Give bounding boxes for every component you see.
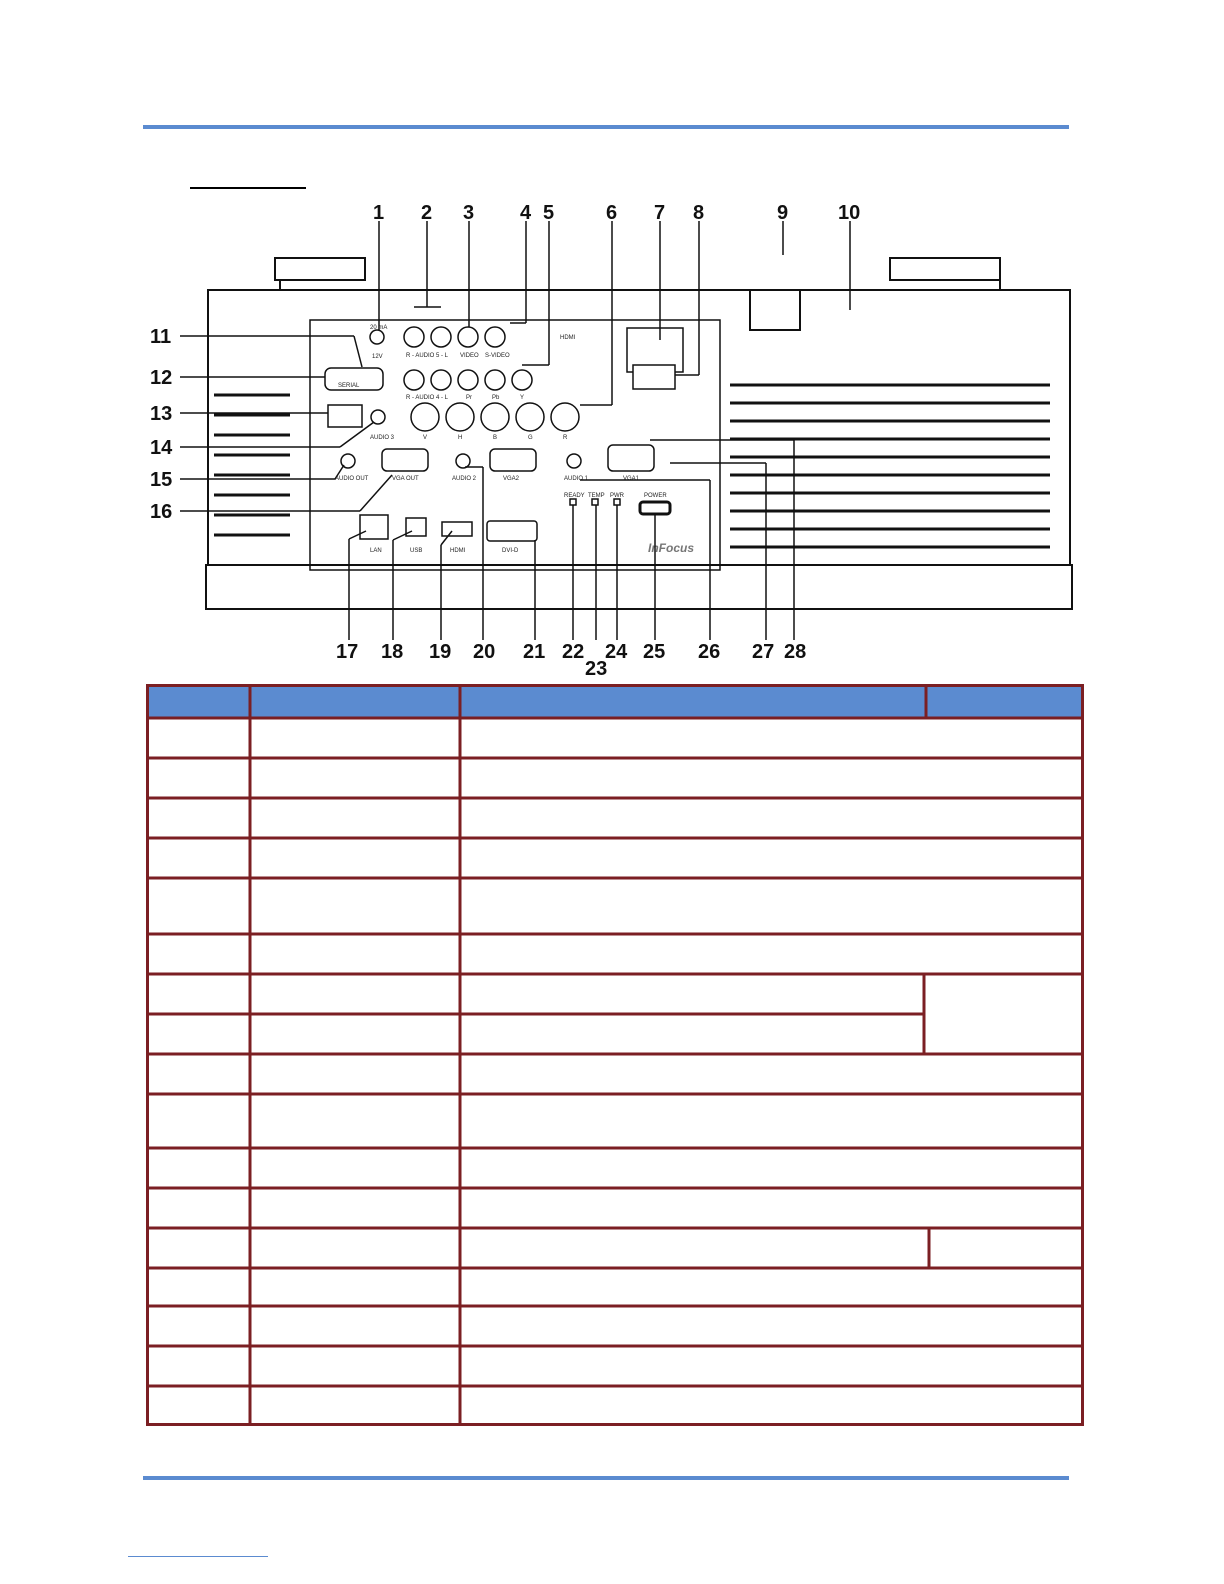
label-hdmi-logo: HDMI	[560, 335, 576, 341]
projector-body	[206, 258, 1072, 609]
callout-23: 23	[585, 658, 608, 680]
callout-12: 12	[150, 367, 173, 389]
callout-26: 26	[698, 641, 721, 663]
label-usb: USB	[410, 548, 423, 554]
label-b: B	[493, 435, 498, 441]
callout-3: 3	[463, 202, 475, 224]
label-vga-out: VGA OUT	[392, 476, 419, 482]
callout-14: 14	[150, 437, 173, 459]
callout-22: 22	[562, 641, 585, 663]
callout-13: 13	[150, 403, 173, 425]
table-grid	[146, 684, 1084, 1426]
section-heading-underline	[190, 187, 306, 189]
callout-4: 4	[520, 202, 532, 224]
callout-1: 1	[373, 202, 385, 224]
callout-28: 28	[784, 641, 807, 663]
callout-27: 27	[752, 641, 775, 663]
callout-6: 6	[606, 202, 618, 224]
label-power: POWER	[644, 493, 667, 499]
label-vga2: VGA2	[503, 476, 520, 482]
label-audio-out: AUDIO OUT	[335, 476, 369, 482]
label-pwr: PWR	[610, 493, 624, 499]
label-g: G	[528, 435, 533, 441]
callout-20: 20	[473, 641, 496, 663]
callout-16: 16	[150, 501, 173, 523]
label-ready: READY	[564, 493, 585, 499]
label-svideo: S-VIDEO	[485, 353, 510, 359]
label-v: V	[423, 435, 428, 441]
label-audio5: R - AUDIO 5 - L	[406, 353, 449, 359]
connector-table	[146, 684, 1084, 1426]
callout-8: 8	[693, 202, 705, 224]
table-header-band	[146, 684, 1084, 718]
label-video: VIDEO	[460, 353, 479, 359]
callout-25: 25	[643, 641, 666, 663]
label-dvi: DVI-D	[502, 548, 519, 554]
callout-2: 2	[421, 202, 433, 224]
footer-rule	[143, 1476, 1069, 1480]
footer-link-underline	[128, 1556, 268, 1557]
label-hdmi: HDMI	[450, 548, 466, 554]
label-audio1: AUDIO 1	[564, 476, 589, 482]
callout-7: 7	[654, 202, 666, 224]
label-dc-volt: 12V	[372, 354, 383, 360]
label-y: Y	[520, 395, 525, 401]
callout-9: 9	[777, 202, 789, 224]
label-pr: Pr	[466, 395, 472, 401]
callout-5: 5	[543, 202, 555, 224]
callout-19: 19	[429, 641, 452, 663]
callout-18: 18	[381, 641, 404, 663]
callout-21: 21	[523, 641, 546, 663]
label-audio4: R - AUDIO 4 - L	[406, 395, 449, 401]
brand-logo: InFocus	[648, 541, 695, 555]
label-temp: TEMP	[588, 493, 605, 499]
label-serial: SERIAL	[338, 383, 360, 389]
callout-11: 11	[150, 326, 172, 348]
header-rule	[143, 125, 1069, 129]
callout-15: 15	[150, 469, 173, 491]
label-audio2: AUDIO 2	[452, 476, 477, 482]
label-pb: Pb	[492, 395, 500, 401]
label-lan: LAN	[370, 548, 382, 554]
label-audio3: AUDIO 3	[370, 435, 395, 441]
label-h: H	[458, 435, 463, 441]
label-dc-out: 20 mA	[370, 325, 388, 331]
callout-17: 17	[336, 641, 359, 663]
rear-panel-diagram	[130, 195, 1090, 685]
callout-24: 24	[605, 641, 628, 663]
callout-10: 10	[838, 202, 861, 224]
label-vga1: VGA1	[623, 476, 640, 482]
label-r: R	[563, 435, 568, 441]
